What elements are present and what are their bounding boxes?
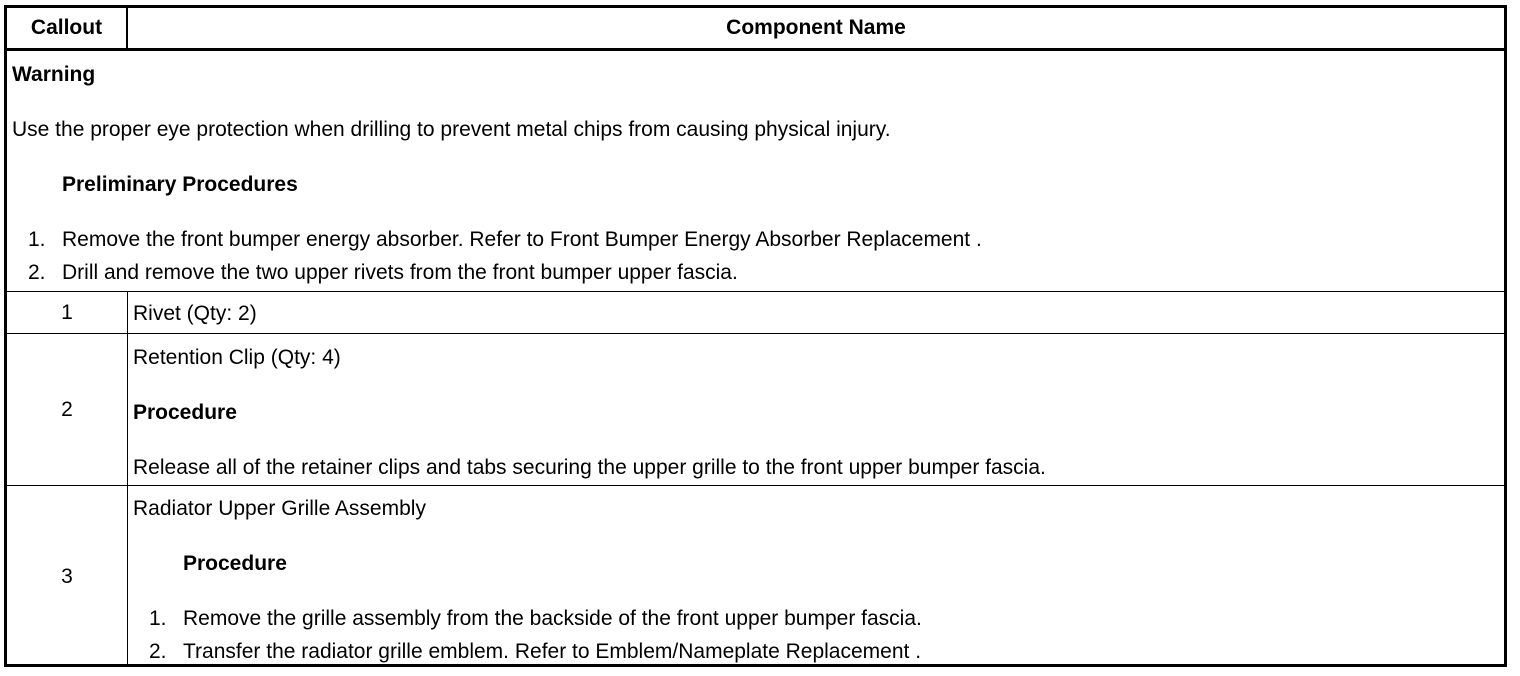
callout-cell: 3 — [7, 486, 128, 667]
callout-cell: 2 — [7, 334, 128, 485]
callout-cell: 1 — [7, 292, 128, 333]
step-number: 2. — [149, 640, 167, 663]
procedure-title: Procedure — [183, 552, 287, 575]
component-name-cell — [128, 486, 1504, 667]
step-text: Remove the front bumper energy absorber. Refer to Front Bumper Energy Absorber Replacement . — [62, 228, 982, 251]
step-text: Remove the grille assembly from the backside of the front upper bumper fascia. — [183, 607, 922, 630]
step-text: Drill and remove the two upper rivets from the front bumper upper fascia. — [62, 261, 738, 284]
component-name-cell — [128, 292, 1504, 333]
step-text: Transfer the radiator grille emblem. Refer to Emblem/Nameplate Replacement . — [183, 640, 922, 663]
warning-title: Warning — [12, 63, 96, 86]
intro-section — [7, 51, 1504, 292]
component-name: Rivet (Qty: 2) — [133, 302, 257, 325]
table-header-row — [7, 8, 1504, 51]
procedure-text: Release all of the retainer clips and tabs securing the upper grille to the front upper bumper fascia. — [133, 456, 1046, 479]
component-name-column-header: Component Name — [726, 16, 906, 39]
component-table — [4, 5, 1507, 667]
step-number: 1. — [149, 607, 167, 630]
step-number: 2. — [28, 261, 46, 284]
component-name-cell — [128, 334, 1504, 485]
component-name: Retention Clip (Qty: 4) — [133, 346, 341, 369]
warning-text: Use the proper eye protection when drilling to prevent metal chips from causing physical injury. — [12, 118, 891, 141]
table-row — [7, 292, 1504, 334]
procedure-title: Procedure — [133, 401, 237, 424]
component-name: Radiator Upper Grille Assembly — [133, 497, 426, 520]
step-number: 1. — [28, 228, 46, 251]
callout-column-header: Callout — [7, 8, 128, 48]
table-row — [7, 334, 1504, 486]
preliminary-procedures-title: Preliminary Procedures — [62, 173, 298, 196]
table-row — [7, 486, 1504, 667]
